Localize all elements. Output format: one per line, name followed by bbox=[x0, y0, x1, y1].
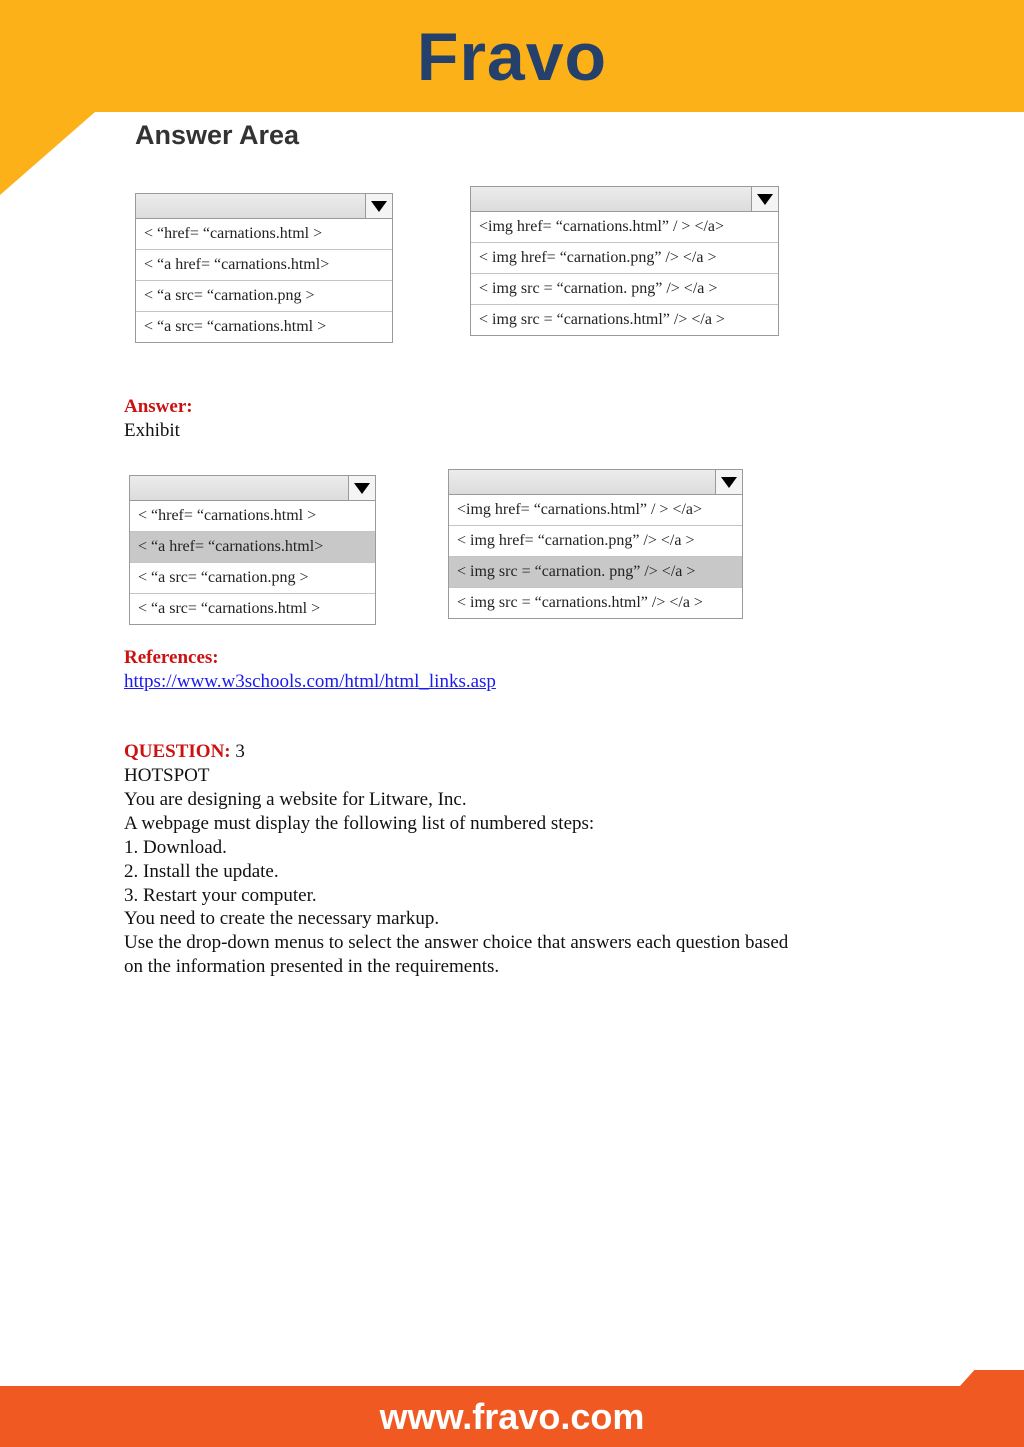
dropdown-option-selected[interactable]: < img src = “carnation. png” /> </a > bbox=[449, 557, 742, 588]
dropdown-option-selected[interactable]: < “a href= “carnations.html> bbox=[130, 532, 375, 563]
question-label: QUESTION: bbox=[124, 741, 231, 762]
question-line: You are designing a website for Litware, Inc. bbox=[124, 789, 467, 810]
answer-area-dropdown-right[interactable] bbox=[470, 186, 779, 336]
answer-label-line bbox=[124, 395, 193, 419]
chevron-down-icon[interactable] bbox=[348, 476, 375, 500]
dropdown-option[interactable]: < “a src= “carnation.png > bbox=[130, 563, 375, 594]
references-label: References: bbox=[124, 647, 219, 668]
dropdown-option[interactable]: <img href= “carnations.html” / > </a> bbox=[449, 495, 742, 526]
footer-url[interactable]: www.fravo.com bbox=[379, 1396, 645, 1437]
reference-link[interactable]: https://www.w3schools.com/html/html_links.asp bbox=[124, 671, 496, 692]
answer-dropdown-left[interactable] bbox=[129, 475, 376, 625]
references-line bbox=[124, 670, 496, 694]
question-line: Use the drop-down menus to select the answer choice that answers each question based bbox=[124, 932, 789, 953]
chevron-down-icon[interactable] bbox=[365, 194, 392, 218]
question-line: 1. Download. bbox=[124, 837, 227, 858]
dropdown-option[interactable]: < “a href= “carnations.html> bbox=[136, 250, 392, 281]
chevron-down-icon[interactable] bbox=[715, 470, 742, 494]
dropdown-option[interactable]: < “href= “carnations.html > bbox=[136, 219, 392, 250]
question-heading bbox=[124, 740, 245, 764]
question-line: A webpage must display the following list of numbered steps: bbox=[124, 813, 595, 834]
dropdown-option[interactable]: < img href= “carnation.png” /> </a > bbox=[449, 526, 742, 557]
dropdown-option[interactable]: < img src = “carnations.html” /> </a > bbox=[479, 311, 725, 328]
question-line: You need to create the necessary markup. bbox=[124, 908, 440, 929]
chevron-down-icon[interactable] bbox=[751, 187, 778, 211]
dropdown-option[interactable]: < “a src= “carnation.png > bbox=[136, 281, 392, 312]
answer-dropdown-right[interactable] bbox=[448, 469, 743, 619]
question-number: 3 bbox=[235, 741, 245, 762]
dropdown-option[interactable]: < img src = “carnations.html” /> </a > bbox=[457, 594, 703, 611]
dropdown-option[interactable]: < img src = “carnation. png” /> </a > bbox=[471, 274, 778, 305]
dropdown-option[interactable]: < “a src= “carnations.html > bbox=[144, 318, 327, 335]
fravo-logo: Fravo bbox=[416, 19, 608, 95]
exhibit-label: Exhibit bbox=[124, 420, 180, 441]
answer-area-heading: Answer Area bbox=[135, 120, 300, 150]
dropdown-option[interactable]: <img href= “carnations.html” / > </a> bbox=[471, 212, 778, 243]
references-label-line bbox=[124, 646, 219, 670]
question-line: 2. Install the update. bbox=[124, 861, 279, 882]
question-line: 3. Restart your computer. bbox=[124, 885, 317, 906]
answer-area-dropdown-left[interactable] bbox=[135, 193, 393, 343]
question-line: on the information presented in the requirements. bbox=[124, 956, 500, 977]
dropdown-option[interactable]: < img href= “carnation.png” /> </a > bbox=[471, 243, 778, 274]
dropdown-option[interactable]: < “a src= “carnations.html > bbox=[138, 600, 321, 617]
question-type: HOTSPOT bbox=[124, 765, 210, 786]
answer-label: Answer: bbox=[124, 396, 193, 417]
dropdown-option[interactable]: < “href= “carnations.html > bbox=[130, 501, 375, 532]
